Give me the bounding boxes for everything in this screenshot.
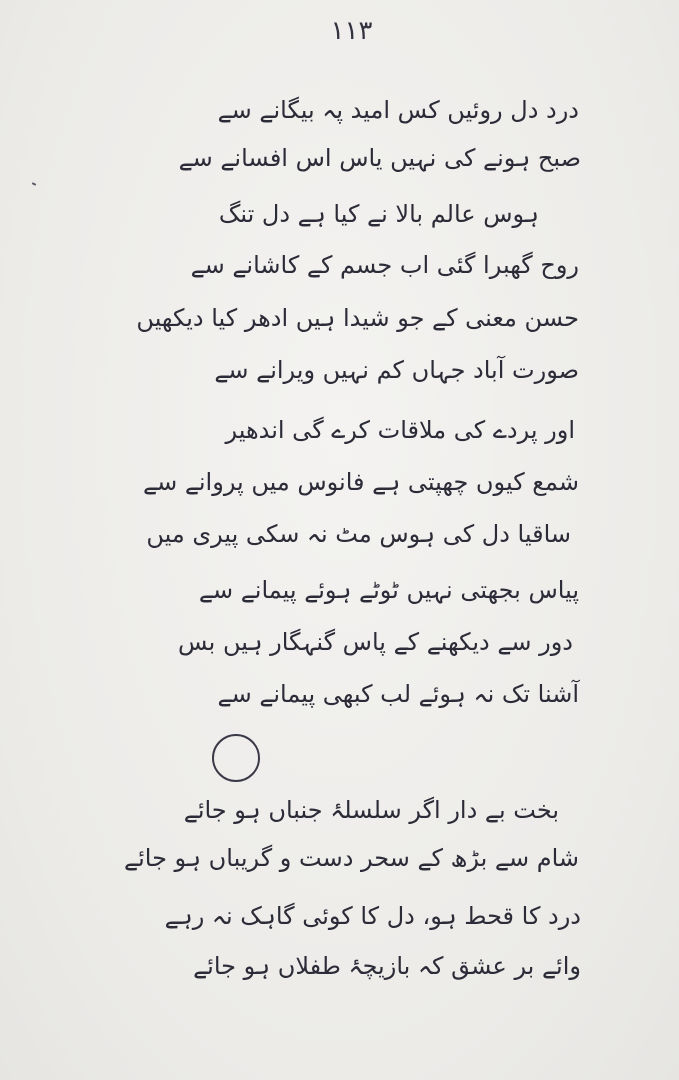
ghazal-1-line-9: ساقیا دل کی ہوس مٹ نہ سکی پیری میں <box>146 520 571 548</box>
ghazal-1-line-2: صبح ہونے کی نہیں یاس اس افسانے سے <box>178 144 581 172</box>
ghazal-1-line-11: دور سے دیکھنے کے پاس گنہگار ہیں بس <box>178 628 573 656</box>
ghazal-2-line-1: بخت بے دار اگر سلسلۂ جنباں ہو جائے <box>183 796 559 824</box>
ghazal-2-line-2: شام سے بڑھ کے سحر دست و گریباں ہو جائے <box>124 844 579 872</box>
ghazal-1-line-3: ہوس عالم بالا نے کیا ہے دل تنگ <box>218 200 539 228</box>
ghazal-1-line-1: درد دل روئیں کس امید پہ بیگانے سے <box>217 96 579 124</box>
page-number: ۱۱۳ <box>330 16 373 46</box>
ghazal-2-line-4: وائے بر عشق کہ بازیچۂ طفلاں ہو جائے <box>193 952 581 980</box>
ghazal-1-line-5: حسن معنی کے جو شیدا ہیں ادھر کیا دیکھیں <box>136 304 579 332</box>
ghazal-1-line-10: پیاس بجھتی نہیں ٹوٹے ہوئے پیمانے سے <box>198 576 579 604</box>
ghazal-1-line-8: شمع کیوں چھپتی ہے فانوس میں پروانے سے <box>143 468 579 496</box>
ghazal-1-line-12: آشنا تک نہ ہوئے لب کبھی پیمانے سے <box>217 680 579 708</box>
section-divider-circle <box>212 734 260 782</box>
ghazal-1-line-6: صورت آباد جہاں کم نہیں ویرانے سے <box>214 356 579 384</box>
ghazal-1-line-4: روح گھبرا گئی اب جسم کے کاشانے سے <box>190 251 579 279</box>
ghazal-2-line-3: درد کا قحط ہو، دل کا کوئی گاہک نہ رہے <box>164 902 581 930</box>
ghazal-1-line-7: اور پردے کی ملاقات کرے گی اندھیر <box>225 416 575 444</box>
ink-speck <box>32 182 36 186</box>
